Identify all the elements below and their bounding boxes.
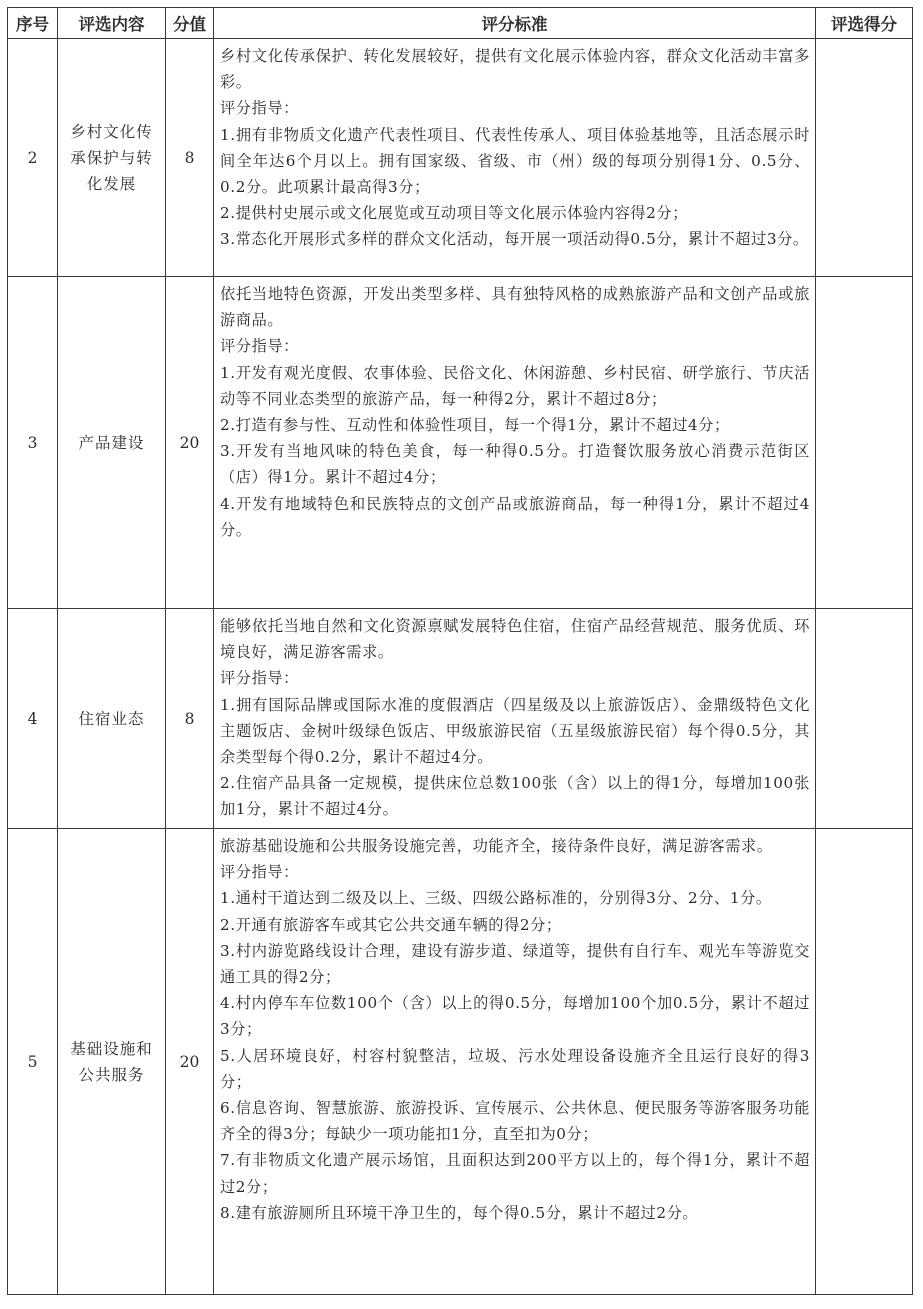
row-score (816, 39, 913, 277)
criteria-line: 2.住宿产品具备一定规模，提供床位总数100张（含）以上的得1分，每增加100张加1分，累计不超过4分。 (220, 774, 810, 819)
criteria-line: 评分指导： (220, 99, 299, 118)
criteria-line: 3.开发有当地风味的特色美食，每一种得0.5分。打造餐饮服务放心消费示范街区（店）得1分。累计不超过4分； (220, 442, 810, 487)
header-criteria: 评分标准 (214, 8, 816, 39)
row-points: 8 (166, 609, 214, 829)
table-row (8, 39, 913, 277)
criteria-line: 2.提供村史展示或文化展览或互动项目等文化展示体验内容得2分； (220, 204, 689, 223)
row-points: 8 (166, 39, 214, 277)
criteria-line: 2.开通有旅游客车或其它公共交通车辆的得2分； (220, 915, 562, 934)
criteria-line: 1.开发有观光度假、农事体验、民俗文化、休闲游憩、乡村民宿、研学旅行、节庆活动等不同业态类型的旅游产品，每一种得2分，累计不超过8分； (220, 363, 810, 408)
criteria-line: 乡村文化传承保护、转化发展较好，提供有文化展示体验内容，群众文化活动丰富多彩。 (220, 47, 810, 92)
row-item: 住宿业态 (58, 609, 166, 829)
row-score (816, 277, 913, 609)
row-item: 乡村文化传承保护与转化发展 (58, 39, 166, 277)
scoring-table (7, 7, 913, 1295)
criteria-line: 1.拥有非物质文化遗产代表性项目、代表性传承人、项目体验基地等，且活态展示时间全年达6个月以上。拥有国家级、省级、市（州）级的每项分别得1分、0.5分、0.2分。此项累计最高得3分； (220, 125, 810, 197)
header-no: 序号 (8, 8, 58, 39)
criteria-line: 评分指导： (220, 337, 299, 356)
table-header-row (8, 8, 913, 39)
row-criteria (214, 609, 816, 829)
criteria-line: 2.打造有参与性、互动性和体验性项目，每一个得1分，累计不超过4分； (220, 416, 730, 435)
criteria-line: 6.信息咨询、智慧旅游、旅游投诉、宣传展示、公共休息、便民服务等游客服务功能齐全的得3分；每缺少一项功能扣1分，直至扣为0分； (220, 1099, 810, 1144)
header-item: 评选内容 (58, 8, 166, 39)
criteria-line: 评分指导： (220, 669, 299, 688)
criteria-line: 8.建有旅游厕所且环境干净卫生的，每个得0.5分，累计不超过2分。 (220, 1203, 699, 1222)
criteria-line: 能够依托当地自然和文化资源禀赋发展特色住宿，住宿产品经营规范、服务优质、环境良好，满足游客需求。 (220, 617, 810, 662)
header-score: 评选得分 (816, 8, 913, 39)
criteria-line: 4.开发有地域特色和民族特点的文创产品或旅游商品，每一种得1分，累计不超过4分。 (220, 494, 810, 539)
table-row (8, 829, 913, 1295)
criteria-line: 7.有非物质文化遗产展示场馆，且面积达到200平方以上的，每个得1分，累计不超过2分； (220, 1151, 810, 1196)
table-row (8, 277, 913, 609)
row-no: 2 (8, 39, 58, 277)
row-no: 4 (8, 609, 58, 829)
row-points: 20 (166, 829, 214, 1295)
criteria-line: 旅游基础设施和公共服务设施完善，功能齐全，接待条件良好，满足游客需求。 (220, 837, 773, 855)
row-criteria (214, 277, 816, 609)
row-no: 5 (8, 829, 58, 1295)
criteria-line: 评分指导： (220, 863, 299, 882)
row-criteria (214, 829, 816, 1295)
table-row (8, 609, 913, 829)
row-no: 3 (8, 277, 58, 609)
criteria-line: 1.拥有国际品牌或国际水准的度假酒店（四星级及以上旅游饭店）、金鼎级特色文化主题饭店、金树叶级绿色饭店、甲级旅游民宿（五星级旅游民宿）每个得0.5分，其余类型每个得0.2分，累计不超过4分。 (220, 695, 810, 767)
criteria-line: 依托当地特色资源，开发出类型多样、具有独特风格的成熟旅游产品和文创产品或旅游商品。 (220, 285, 810, 330)
row-item: 产品建设 (58, 277, 166, 609)
row-score (816, 609, 913, 829)
criteria-line: 3.村内游览路线设计合理，建设有游步道、绿道等，提供有自行车、观光车等游览交通工具的得2分； (220, 941, 810, 987)
criteria-line: 4.村内停车车位数100个（含）以上的得0.5分，每增加100个加0.5分，累计不超过3分； (220, 994, 810, 1039)
criteria-line: 1.通村干道达到二级及以上、三级、四级公路标准的，分别得3分、2分、1分。 (220, 889, 772, 908)
header-points: 分值 (166, 8, 214, 39)
scoring-table-sheet (7, 7, 913, 1295)
row-score (816, 829, 913, 1295)
criteria-line: 3.常态化开展形式多样的群众文化活动，每开展一项活动得0.5分，累计不超过3分。 (220, 230, 809, 249)
row-criteria (214, 39, 816, 277)
row-item: 基础设施和公共服务 (58, 829, 166, 1295)
criteria-line: 5.人居环境良好，村容村貌整洁，垃圾、污水处理设备设施齐全且运行良好的得3分； (220, 1046, 810, 1091)
row-points: 20 (166, 277, 214, 609)
